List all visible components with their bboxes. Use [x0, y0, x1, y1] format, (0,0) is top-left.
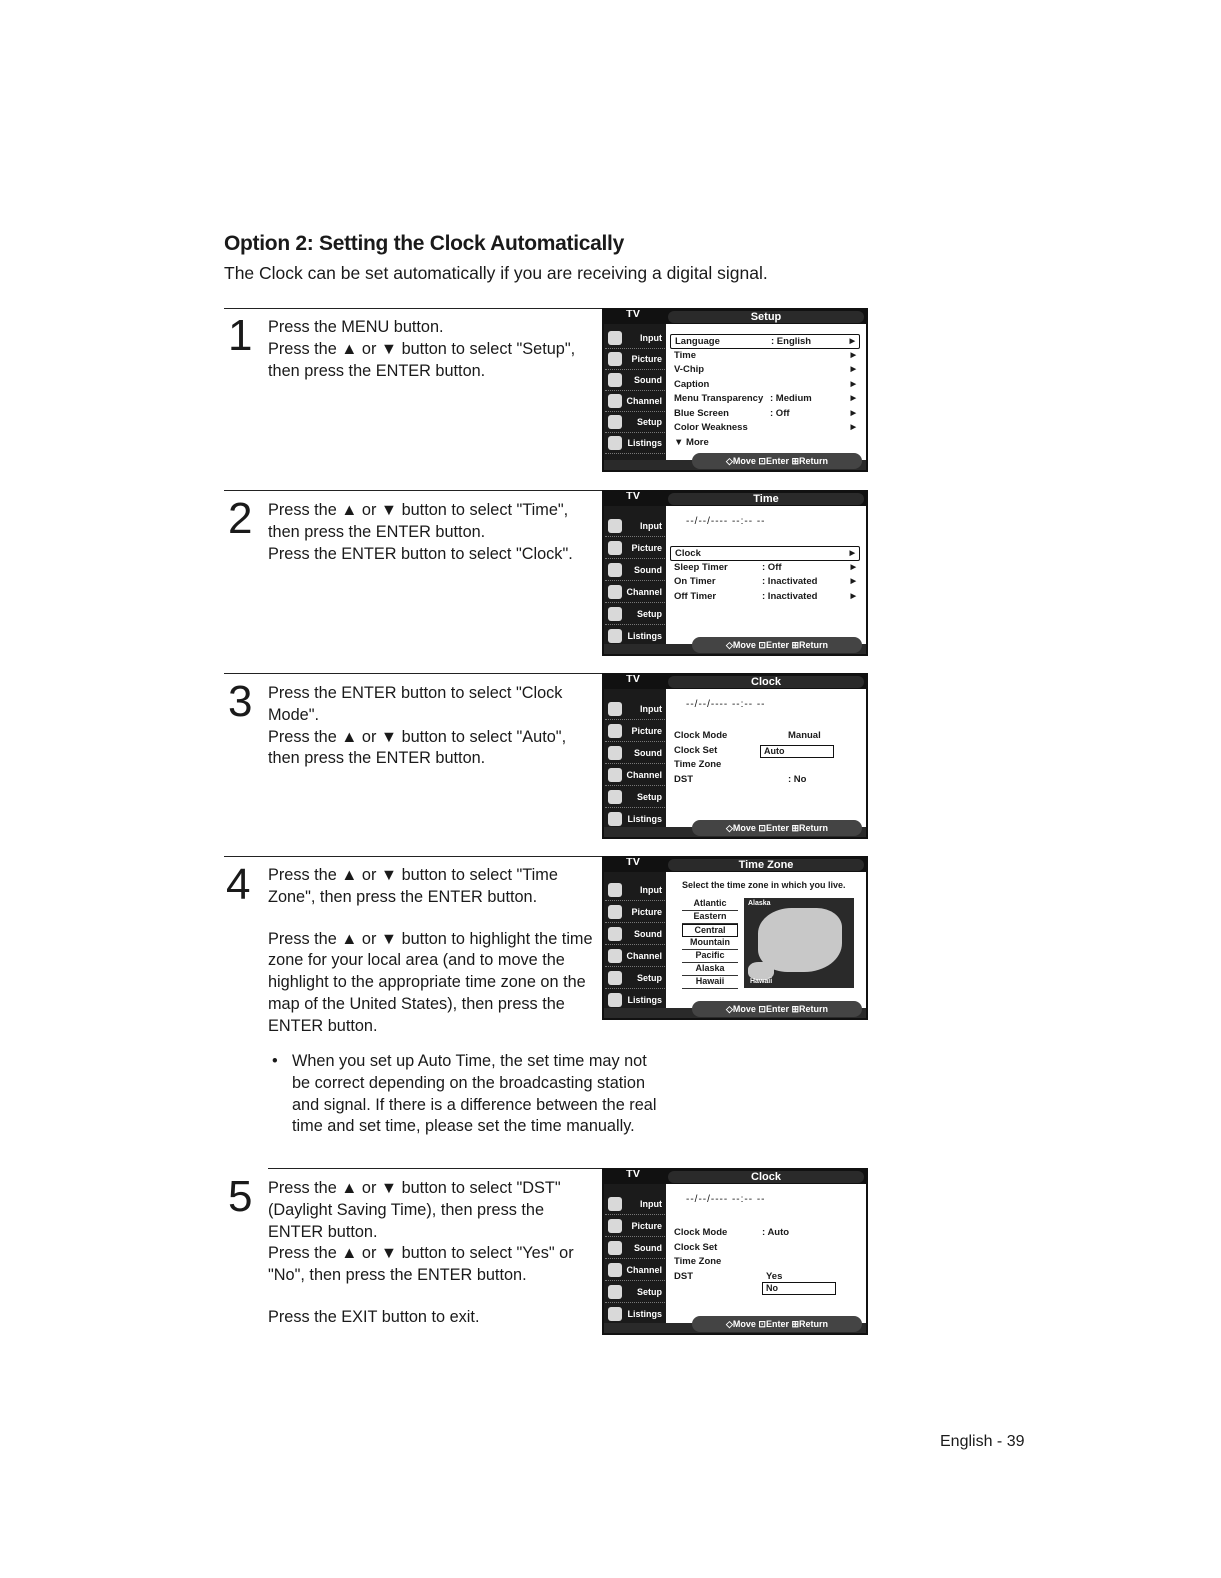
setup-icon [608, 415, 622, 429]
osd-titlebar [604, 310, 866, 324]
step-number: 5 [228, 1172, 253, 1221]
osd-nav-hint: ◇Move ⊡Enter ⊞Return [692, 1001, 862, 1017]
menu-label: Off Timer [674, 590, 717, 602]
option-auto[interactable]: Auto [760, 745, 834, 758]
sidebar-label: Sound [634, 1243, 662, 1253]
menu-item-time-zone[interactable] [670, 758, 860, 773]
osd-screen-clock-dst [602, 1168, 868, 1335]
menu-item-vchip[interactable] [670, 363, 860, 378]
sidebar-item-setup[interactable] [605, 412, 665, 433]
clock-display: --/--/---- --:-- -- [686, 1194, 766, 1205]
sidebar-item-input[interactable] [605, 880, 665, 901]
step-line: Press the ▲ or ▼ button to highlight the time zone for your local area (and to move the highlight to the appropriate time zone on the map of the United States), then press the ENTER button. [268, 929, 593, 1035]
sidebar-label: Setup [636, 609, 662, 619]
sidebar-label: Channel [626, 1265, 662, 1275]
osd-menu [670, 334, 860, 450]
sidebar-label: Listings [627, 631, 662, 641]
osd-screen-clock [602, 673, 868, 839]
osd-title: Clock [668, 1171, 864, 1183]
menu-label: V-Chip [674, 364, 705, 375]
menu-value: : English [771, 336, 812, 347]
menu-item-caption[interactable] [670, 378, 860, 393]
sidebar-label: Input [640, 704, 662, 714]
sidebar-label: Picture [631, 907, 662, 917]
step-instructions [268, 500, 600, 565]
sidebar-item-picture[interactable] [605, 349, 665, 370]
setup-icon [608, 971, 622, 985]
arrow-right-icon: ▶ [850, 424, 856, 431]
sidebar-item-channel[interactable] [605, 765, 665, 786]
menu-item-more[interactable] [670, 436, 860, 451]
time-zone-option[interactable]: Atlantic [682, 898, 738, 911]
menu-item-time-zone[interactable] [670, 1255, 860, 1270]
step-number: 4 [226, 860, 251, 909]
osd-sidebar [604, 506, 666, 644]
osd-nav-hint: ◇Move ⊡Enter ⊞Return [692, 1316, 862, 1332]
input-icon [608, 1197, 622, 1211]
clock-display: --/--/---- --:-- -- [686, 516, 766, 527]
sidebar-item-picture[interactable] [605, 1216, 665, 1237]
menu-label: Clock [675, 548, 701, 559]
sound-icon [608, 1241, 622, 1255]
picture-icon [608, 724, 622, 738]
sidebar-item-channel[interactable] [605, 1260, 665, 1281]
menu-label: Clock Mode [674, 730, 728, 741]
arrow-right-icon: ▶ [850, 351, 856, 359]
menu-label: Blue Screen [674, 407, 729, 419]
listings-icon [608, 993, 622, 1007]
menu-item-time[interactable] [670, 349, 860, 364]
sidebar-label: Channel [626, 396, 662, 406]
listings-icon [608, 436, 622, 450]
menu-item-clock-mode[interactable] [670, 729, 860, 744]
step-line: Press the ▲ or ▼ button to select "Auto", then press the ENTER button. [268, 727, 567, 768]
sidebar-label: Setup [636, 417, 662, 427]
sidebar-item-input[interactable] [605, 328, 665, 349]
listings-icon [608, 1307, 622, 1321]
time-zone-option[interactable]: Alaska [682, 963, 738, 976]
step-line: Press the ENTER button to select "Clock". [268, 544, 573, 563]
sidebar-item-setup[interactable] [605, 604, 665, 625]
arrow-right-icon: ▶ [850, 395, 856, 402]
tv-label: TV [626, 490, 641, 502]
step-instructions [268, 865, 600, 1038]
clock-display: --/--/---- --:-- -- [686, 699, 766, 710]
setup-icon [608, 790, 622, 804]
input-icon [608, 519, 622, 533]
sidebar-item-listings[interactable] [605, 433, 665, 454]
option-no[interactable]: No [762, 1282, 836, 1295]
bullet-icon: • [272, 1052, 278, 1070]
sidebar-item-channel[interactable] [605, 391, 665, 412]
osd-nav-hint: ◇Move ⊡Enter ⊞Return [692, 820, 862, 836]
arrow-right-icon: ▶ [850, 380, 856, 388]
sidebar-label: Channel [626, 587, 662, 597]
osd-title: Setup [668, 311, 864, 323]
page-number: English - 39 [940, 1433, 1025, 1450]
sidebar-item-sound[interactable] [605, 370, 665, 391]
menu-value: : Inactivated [762, 590, 818, 602]
menu-value: : Off [762, 561, 782, 573]
menu-item-sleep-timer[interactable] [670, 561, 860, 576]
arrow-right-icon: ▶ [849, 550, 855, 557]
step-line: Press the MENU button. [268, 318, 444, 336]
arrow-right-icon: ▶ [850, 563, 856, 571]
sidebar-label: Picture [631, 1221, 662, 1231]
menu-label: Sleep Timer [674, 561, 728, 573]
sidebar-item-picture[interactable] [605, 538, 665, 559]
sidebar-label: Listings [627, 1309, 662, 1319]
sidebar-item-setup[interactable] [605, 1282, 665, 1303]
picture-icon [608, 541, 622, 555]
menu-item-language[interactable] [670, 334, 860, 349]
input-icon [608, 702, 622, 716]
sidebar-item-setup[interactable] [605, 787, 665, 808]
osd-titlebar [604, 492, 866, 506]
picture-icon [608, 352, 622, 366]
menu-label: Menu Transparency [674, 393, 764, 404]
menu-label: On Timer [674, 576, 716, 587]
sidebar-item-sound[interactable] [605, 560, 665, 581]
arrow-right-icon: ▶ [850, 409, 856, 417]
sound-icon [608, 927, 622, 941]
arrow-right-icon: ▶ [850, 578, 856, 585]
osd-title: Clock [668, 676, 864, 688]
listings-icon [608, 812, 622, 826]
step-divider [224, 856, 602, 857]
menu-label: Clock Set [674, 1241, 718, 1253]
sidebar-item-sound[interactable] [605, 1238, 665, 1259]
sidebar-item-sound[interactable] [605, 743, 665, 764]
picture-icon [608, 905, 622, 919]
map-label-alaska: Alaska [748, 900, 771, 907]
us-map-shape [758, 908, 842, 972]
step-line: Press the EXIT button to exit. [268, 1307, 480, 1326]
menu-item-dst[interactable] [670, 773, 860, 788]
osd-screen-time-zone [602, 856, 868, 1020]
menu-value: : Off [770, 407, 790, 419]
osd-sidebar [604, 689, 666, 827]
step-line: Press the ▲ or ▼ button to select "Yes" or "No", then press the ENTER button. [268, 1244, 574, 1285]
sidebar-label: Input [640, 521, 662, 531]
time-zone-option[interactable]: Eastern [682, 911, 738, 924]
time-zone-option[interactable]: Hawaii [682, 976, 738, 989]
channel-icon [608, 949, 622, 963]
setup-icon [608, 607, 622, 621]
time-zone-instruction: Select the time zone in which you live. [682, 880, 846, 890]
menu-item-clock-set[interactable] [670, 1241, 860, 1256]
note-text: When you set up Auto Time, the set time may not be correct depending on the broadcasting station and signal. If there is a difference between the real time and set time, please set the time manually. [292, 1052, 657, 1136]
sidebar-label: Listings [627, 814, 662, 824]
osd-sidebar [604, 872, 666, 1008]
osd-sidebar [604, 324, 666, 460]
sound-icon [608, 563, 622, 577]
tv-label: TV [626, 1168, 641, 1180]
tv-label: TV [626, 856, 641, 868]
sidebar-label: Picture [631, 726, 662, 736]
menu-item-color-weakness[interactable] [670, 421, 860, 436]
us-map[interactable] [744, 898, 854, 988]
channel-icon [608, 394, 622, 408]
osd-nav-hint: ◇Move ⊡Enter ⊞Return [692, 637, 862, 653]
menu-label: Language [675, 336, 720, 347]
step-line: Press the ▲ or ▼ button to select "Time Zone", then press the ENTER button. [268, 866, 558, 906]
step-line: Press the ENTER button to select "Clock Mode". [268, 684, 563, 724]
osd-nav-hint: ◇Move ⊡Enter ⊞Return [692, 453, 862, 469]
menu-value: : Inactivated [762, 576, 818, 587]
channel-icon [608, 1263, 622, 1277]
step-line: Press the ▲ or ▼ button to select "DST"(Daylight Saving Time), then press the ENTER button. [268, 1179, 561, 1241]
menu-label: ▼ More [674, 436, 709, 448]
menu-value: : No [788, 773, 807, 785]
sidebar-label: Sound [634, 565, 662, 575]
step-number: 1 [228, 311, 253, 360]
menu-label: Time [674, 349, 697, 361]
time-zone-list [682, 898, 738, 989]
menu-label: Time Zone [674, 1256, 722, 1267]
osd-titlebar [604, 1170, 866, 1184]
sidebar-item-channel[interactable] [605, 946, 665, 967]
step-number: 3 [228, 677, 253, 726]
sidebar-label: Setup [636, 1287, 662, 1297]
osd-menu [670, 1226, 860, 1284]
section-intro: The Clock can be set automatically if you are receiving a digital signal. [224, 263, 768, 283]
step-instructions [268, 683, 600, 770]
osd-titlebar [604, 675, 866, 689]
sidebar-label: Listings [627, 995, 662, 1005]
osd-menu [670, 729, 860, 787]
menu-label: Color Weakness [674, 422, 748, 433]
menu-item-menu-transparency[interactable] [670, 392, 860, 407]
sidebar-item-input[interactable] [605, 699, 665, 720]
menu-label: DST [674, 1270, 693, 1282]
step-instructions [268, 317, 600, 382]
arrow-right-icon: ▶ [849, 338, 855, 345]
step-number: 2 [228, 494, 253, 543]
menu-value: : Medium [770, 393, 812, 404]
tv-label: TV [626, 308, 641, 320]
note-bullet [272, 1051, 657, 1138]
listings-icon [608, 629, 622, 643]
menu-item-clock-mode[interactable] [670, 1226, 860, 1241]
sidebar-label: Picture [631, 543, 662, 553]
sidebar-item-sound[interactable] [605, 924, 665, 945]
section-heading: Option 2: Setting the Clock Automatically [224, 232, 624, 255]
sidebar-label: Setup [636, 792, 662, 802]
step-line: Press the ▲ or ▼ button to select "Setup", then press the ENTER button. [268, 339, 576, 380]
osd-screen-time [602, 490, 868, 656]
sidebar-label: Sound [634, 375, 662, 385]
tv-label: TV [626, 673, 641, 685]
osd-screen-setup [602, 308, 868, 472]
sidebar-label: Input [640, 885, 662, 895]
menu-item-off-timer[interactable] [670, 590, 860, 605]
picture-icon [608, 1219, 622, 1233]
step-divider [224, 490, 602, 491]
step-instructions [268, 1178, 600, 1329]
input-icon [608, 331, 622, 345]
menu-label: DST [674, 773, 693, 785]
menu-item-clock[interactable] [670, 546, 860, 561]
menu-label: Clock Set [674, 744, 718, 756]
sidebar-label: Setup [636, 973, 662, 983]
setup-icon [608, 1285, 622, 1299]
time-zone-option-selected[interactable]: Central [682, 924, 738, 938]
menu-value: Yes [766, 1270, 783, 1282]
channel-icon [608, 585, 622, 599]
menu-label: Time Zone [674, 759, 722, 770]
arrow-right-icon: ▶ [850, 366, 856, 373]
step-divider [224, 673, 602, 674]
osd-title: Time Zone [668, 859, 864, 871]
sound-icon [608, 746, 622, 760]
sidebar-label: Channel [626, 770, 662, 780]
input-icon [608, 883, 622, 897]
sidebar-label: Sound [634, 748, 662, 758]
time-zone-option[interactable]: Pacific [682, 950, 738, 963]
arrow-right-icon: ▶ [850, 592, 856, 600]
step-line: Press the ▲ or ▼ button to select "Time", then press the ENTER button. [268, 501, 569, 541]
menu-item-blue-screen[interactable] [670, 407, 860, 422]
sidebar-label: Sound [634, 929, 662, 939]
step-divider [268, 1168, 602, 1169]
menu-value: Manual [788, 730, 821, 741]
menu-value: : Auto [762, 1227, 790, 1238]
menu-label: Caption [674, 378, 710, 390]
osd-menu [670, 546, 860, 604]
sound-icon [608, 373, 622, 387]
osd-title: Time [668, 493, 864, 505]
sidebar-label: Picture [631, 354, 662, 364]
step-divider [224, 308, 602, 309]
menu-label: Clock Mode [674, 1227, 728, 1238]
menu-item-on-timer[interactable] [670, 575, 860, 590]
sidebar-label: Input [640, 1199, 662, 1209]
map-label-hawaii: Hawaii [750, 978, 773, 985]
sidebar-item-channel[interactable] [605, 582, 665, 603]
sidebar-label: Channel [626, 951, 662, 961]
time-zone-option[interactable]: Mountain [682, 937, 738, 950]
sidebar-item-listings[interactable] [605, 1304, 665, 1325]
sidebar-label: Input [640, 333, 662, 343]
sidebar-item-picture[interactable] [605, 721, 665, 742]
sidebar-item-input[interactable] [605, 516, 665, 537]
sidebar-item-picture[interactable] [605, 902, 665, 923]
channel-icon [608, 768, 622, 782]
sidebar-item-setup[interactable] [605, 968, 665, 989]
sidebar-label: Listings [627, 438, 662, 448]
sidebar-item-input[interactable] [605, 1194, 665, 1215]
osd-sidebar [604, 1184, 666, 1323]
osd-titlebar [604, 858, 866, 872]
